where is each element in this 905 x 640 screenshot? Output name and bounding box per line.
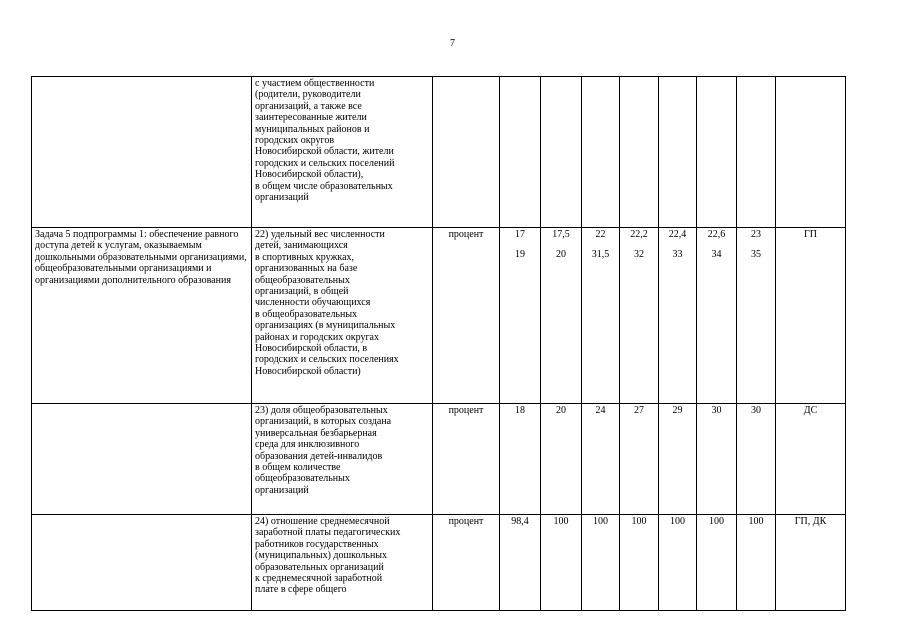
- value-cell: 100: [620, 515, 659, 611]
- indicator-cell: 22) удельный вес численности детей, занимающихся в спортивных кружках, организованных на базе общеобразовательных организаций, в общей численности обучающихся в общеобразовательных организациях (в муниципальных районах и городских округах Новосибирской области, в городских и сельских поселениях Новосибирской области): [252, 228, 433, 404]
- value-cell: 30: [697, 404, 737, 515]
- value-cell: 100: [659, 515, 697, 611]
- unit-cell: процент: [433, 515, 500, 611]
- value-cell: 98,4: [500, 515, 541, 611]
- task-cell: [32, 515, 252, 611]
- indicator-cell: с участием общественности (родители, руководители организаций, а также все заинтересованные жители муниципальных районов и городских округов Новосибирской области, жители городских и сельских поселений Новосибирской области), в общем числе образовательных организаций: [252, 77, 433, 228]
- value-cell: [659, 77, 697, 228]
- table-row: [32, 515, 846, 611]
- task-cell: Задача 5 подпрограммы 1: обеспечение равного доступа детей к услугам, оказываемым дошкольными образовательными организациями, общеобразовательными организациями и организациями дополнительного образования: [32, 228, 252, 404]
- value-cell: 100: [582, 515, 620, 611]
- value-cell: 22,2 32: [620, 228, 659, 404]
- responsible-cell: ГП: [776, 228, 846, 404]
- value-cell: 22,6 34: [697, 228, 737, 404]
- indicator-cell: 24) отношение среднемесячной заработной платы педагогических работников государственных (муниципальных) дошкольных образовательных организаций к среднемесячной заработной плате в сфере общего: [252, 515, 433, 611]
- value-cell: 18: [500, 404, 541, 515]
- value-cell: 27: [620, 404, 659, 515]
- value-cell: [697, 77, 737, 228]
- table-row: [32, 404, 846, 515]
- value-cell: [620, 77, 659, 228]
- value-cell: 24: [582, 404, 620, 515]
- table-row: [32, 228, 846, 404]
- value-cell: 20: [541, 404, 582, 515]
- unit-cell: процент: [433, 404, 500, 515]
- responsible-cell: ГП, ДК: [776, 515, 846, 611]
- value-cell: 100: [697, 515, 737, 611]
- unit-cell: процент: [433, 228, 500, 404]
- value-cell: 17 19: [500, 228, 541, 404]
- value-cell: 22,4 33: [659, 228, 697, 404]
- value-cell: [541, 77, 582, 228]
- value-cell: [737, 77, 776, 228]
- responsible-cell: [776, 77, 846, 228]
- unit-cell: [433, 77, 500, 228]
- value-cell: [582, 77, 620, 228]
- value-cell: 100: [737, 515, 776, 611]
- responsible-cell: ДС: [776, 404, 846, 515]
- value-cell: [500, 77, 541, 228]
- indicators-table: [31, 76, 846, 611]
- value-cell: 30: [737, 404, 776, 515]
- table-row: [32, 77, 846, 228]
- value-cell: 100: [541, 515, 582, 611]
- value-cell: 17,5 20: [541, 228, 582, 404]
- indicator-cell: 23) доля общеобразовательных организаций, в которых создана универсальная безбарьерная среда для инклюзивного образования детей-инвалидов в общем количестве общеобразовательных организаций: [252, 404, 433, 515]
- value-cell: 22 31,5: [582, 228, 620, 404]
- task-cell: [32, 77, 252, 228]
- value-cell: 23 35: [737, 228, 776, 404]
- task-cell: [32, 404, 252, 515]
- value-cell: 29: [659, 404, 697, 515]
- page-number: 7: [450, 38, 455, 49]
